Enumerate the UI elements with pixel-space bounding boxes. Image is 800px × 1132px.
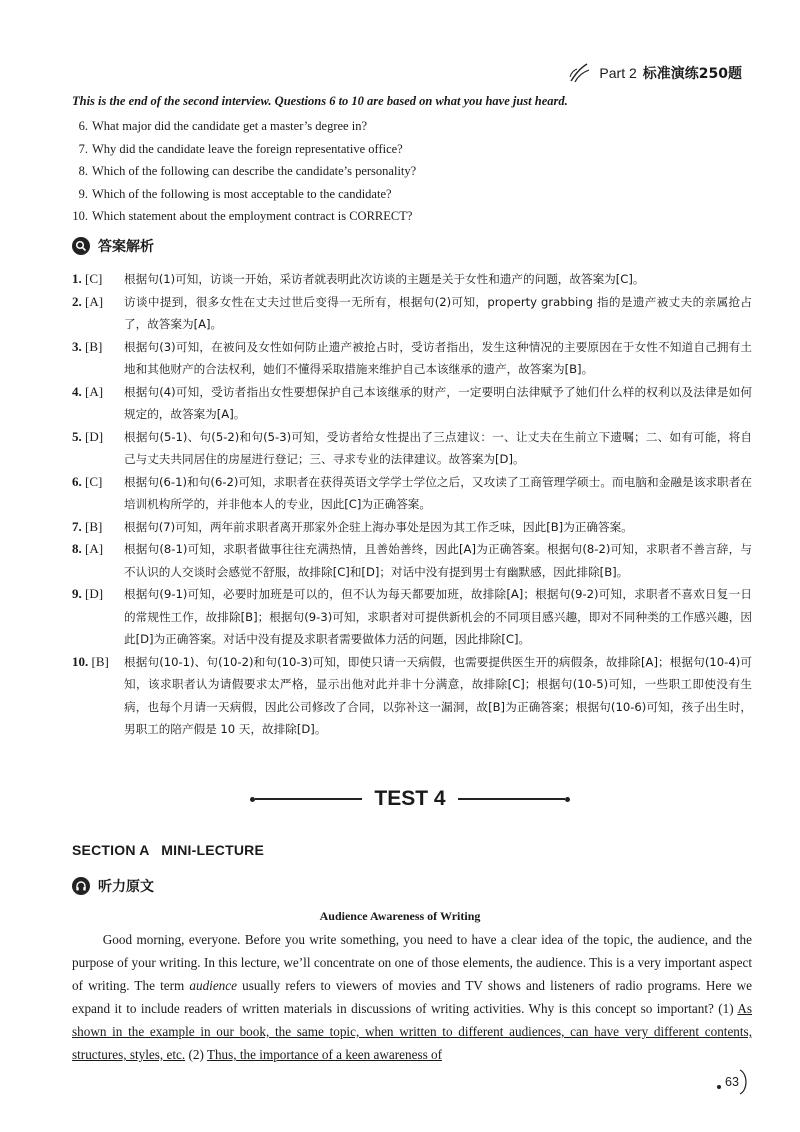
running-header <box>567 60 742 86</box>
section-heading: SECTION A MINI-LECTURE <box>72 842 264 858</box>
divider-dot <box>565 797 570 802</box>
header-title: 标准演练250题 <box>642 66 742 82</box>
question-item: 8. Which of the following can describe the candidate’s personality? <box>78 164 417 178</box>
test-title: TEST 4 <box>374 787 446 810</box>
answer-item: 2. [A] 访谈中提到，很多女性在丈夫过世后变得一无所有，根据句(2)可知，property grabbing 指的是遗产被丈夫的亲属抢占了，故答案为[A]。 <box>72 293 752 331</box>
question-item: 9. Which of the following is most acceptable to the candidate? <box>78 186 392 201</box>
listening-title: 听力原文 <box>98 879 154 895</box>
divider-line <box>458 798 565 800</box>
answer-item: 9. [D] 根据句(9-1)可知，必要时加班是可以的，但不认为每天都要加班，故排除[A]；根据句(9-2)可知，求职者不喜欢日复一日的常规性工作，故排除[B]；根据句(9-3)可知，求职者对可提供新机会的不同项目感兴趣，即对不同种类的工作感兴趣，因此[D]为正确答案。对话中没有提及求职者需要做体力活的问题，因此排除[C]。 <box>72 586 752 646</box>
headphones-icon <box>72 877 90 895</box>
answer-item: 8. [A] 根据句(8-1)可知，求职者做事往往充满热情，且善始善终，因此[A]为正确答案。根据句(8-2)可知，求职者不善言辞，与不认识的人交谈时会感觉不舒服，故排除[C]和[D]；对话中没有提到男士有幽默感，因此排除[B]。 <box>72 541 752 579</box>
answer-item: 3. [B] 根据句(3)可知，在被问及女性如何防止遗产被抢占时，受访者指出，发生这种情况的主要原因在于女性不知道自己拥有土地和其他财产的合法权利，她们不懂得采取措施来维护自己本该继承的遗产，故答案为[B]。 <box>72 338 752 376</box>
book-logo-icon <box>567 61 593 85</box>
article-title: Audience Awareness of Writing <box>319 909 481 923</box>
answer-section-heading <box>72 236 154 256</box>
test-title-banner <box>250 784 570 814</box>
question-item: 6. What major did the candidate get a master’s degree in? <box>78 119 367 133</box>
magnifier-icon <box>72 237 90 255</box>
listening-heading <box>72 876 154 896</box>
answer-item: 7. [B] 根据句(7)可知，两年前求职者离开那家外企驻上海办事处是因为其工作乏味，因此[B]为正确答案。 <box>72 518 633 534</box>
answer-section-title: 答案解析 <box>98 239 154 255</box>
divider-line <box>255 798 362 800</box>
question-item: 10. Which statement about the employment contract is CORRECT? <box>72 209 413 223</box>
article-paragraph: Good morning, everyone. Before you write something, you need to have a clear idea of the topic, the audience, and the purpose of your writing. In this lecture, we’ll concentrate on one of those elements, the audience. This is a very important aspect of writing. The term audience usually refers to viewers of movies and TV shows and listeners of radio programs. Here we expand it to include readers of written materials in discussions of writing activities. Why is this concept so important? (1) As shown in the example in our book, the same topic, when written to different audiences, can have very different contents, structures, styles, etc. (2) Thus, the importance of a keen awareness of <box>72 932 752 1062</box>
answer-list <box>72 268 752 741</box>
page-number-bracket-icon <box>714 1068 750 1096</box>
part-label: Part 2 <box>599 65 637 81</box>
section-intro: This is the end of the second interview. Questions 6 to 10 are based on what you have just heard. <box>72 94 568 108</box>
answer-item: 5. [D] 根据句(5-1)、句(5-2)和句(5-3)可知，受访者给女性提出了三点建议：一、让丈夫在生前立下遗嘱；二、如有可能，将自己与丈夫共同居住的房屋进行登记；三、寻求专业的法律建议。故答案为[D]。 <box>72 428 752 466</box>
page-number: 63 <box>714 1068 750 1096</box>
question-list <box>72 115 752 228</box>
answer-item: 4. [A] 根据句(4)可知，受访者指出女性要想保护自己本该继承的财产，一定要明白法律赋予了她们什么样的权利以及法律是如何规定的，故答案为[A]。 <box>72 383 752 421</box>
answer-item: 1. [C] 根据句(1)可知，访谈一开始，采访者就表明此次访谈的主题是关于女性和遗产的问题，故答案为[C]。 <box>72 271 645 286</box>
question-item: 7. Why did the candidate leave the foreign representative office? <box>78 141 403 156</box>
answer-item: 6. [C] 根据句(6-1)和句(6-2)可知，求职者在获得英语文学学士学位之后，又攻读了工商管理学硕士。而电脑和金融是该求职者在培训机构所学的，并非他本人的专业，因此[C]为正确答案。 <box>72 473 752 511</box>
answer-item: 10. [B] 根据句(10-1)、句(10-2)和句(10-3)可知，即使只请一天病假，也需要提供医生开的病假条，故排除[A]；根据句(10-4)可知，该求职者认为请假要求太严格，显示出他对此并非十分满意，故排除[C]；根据句(10-5)可知，一些职工即使没有生病，也每个月请一天病假，因此公司修改了合同，以弥补这一漏洞，故[B]为正确答案；根据句(10-6)可知，孩子出生时，男职工的陪产假是 10 天，故排除[D]。 <box>72 653 752 736</box>
